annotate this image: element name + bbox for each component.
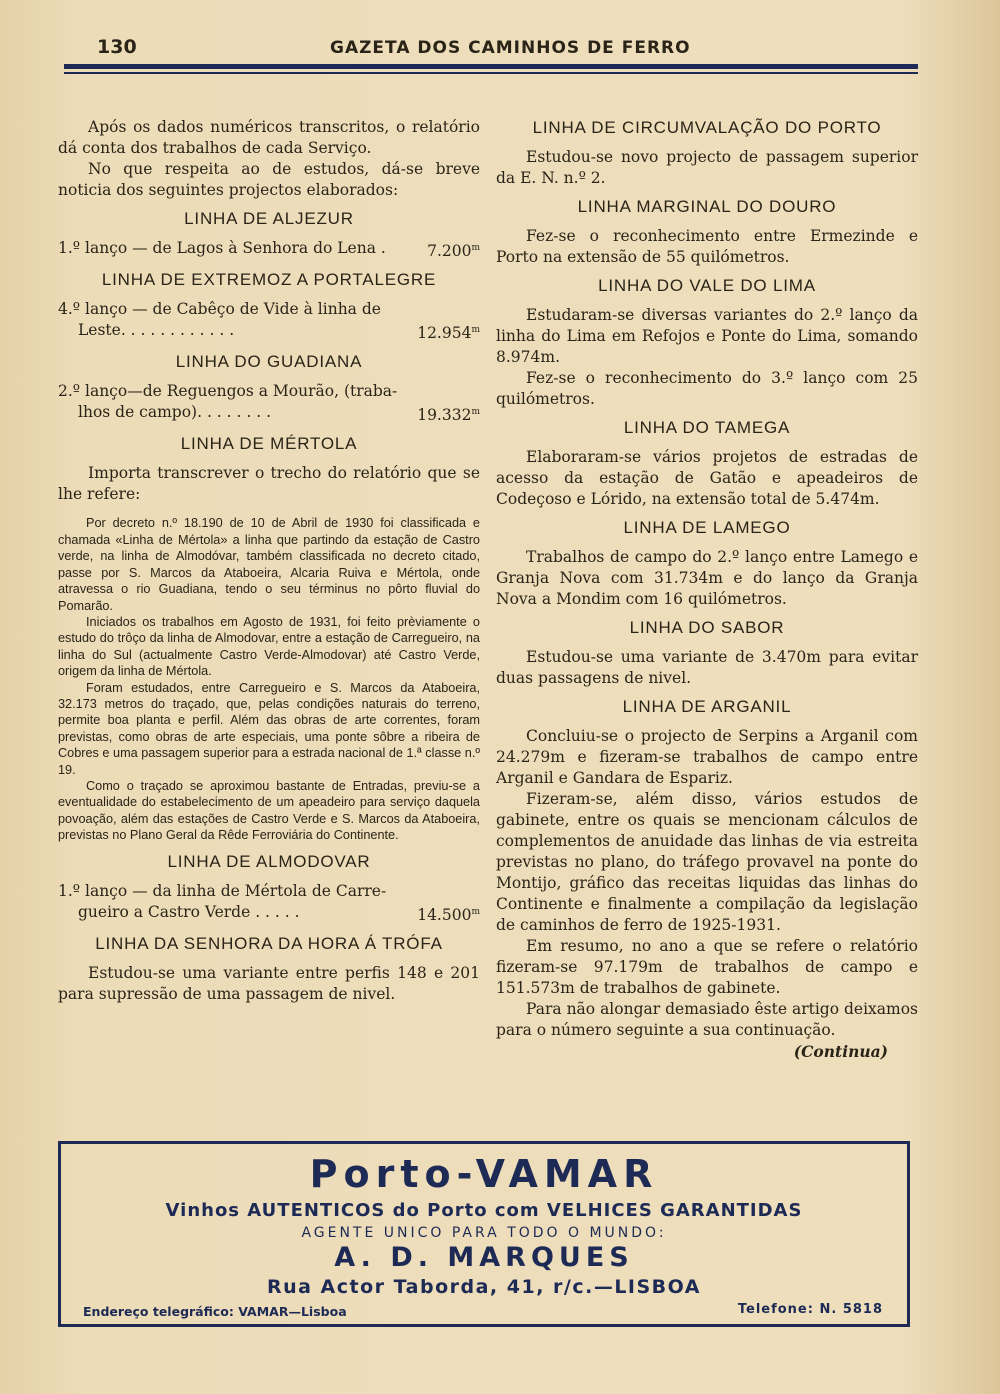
header-rule-thin <box>64 72 918 74</box>
ad-brand: Porto-VAMAR <box>309 1152 659 1196</box>
section-heading: LINHA DE EXTREMOZ A PORTALEGRE <box>101 270 437 290</box>
quote-paragraph: Por decreto n.º 18.190 de 10 de Abril de 1930 foi classificada e chamada «Linha de Mértola» a linha que partindo da estação de Castro verde, na linha de Almodóvar, também classificada no decreto citado, passe por S. Marcos da Ataboeira, Alcaria Ruiva e Mértola, onde atravessa o rio Guadiana, tendo o seu términus no pôrto fluvial do Pomarão. <box>58 516 480 613</box>
paragraph: Estudou-se uma variante entre perfis 148 e 201 para supressão de uma passagem de nivel. <box>58 963 480 1003</box>
paragraph: Importa transcrever o trecho do relatório que se lhe refere: <box>58 464 480 504</box>
paragraph: Em resumo, no ano a que se refere o relatório fizeram-se 97.179m de trabalhos de campo e 151.573m de trabalhos de gabinete. <box>496 937 918 997</box>
section-heading: LINHA DO SABOR <box>629 618 785 637</box>
paragraph: Fez-se o reconhecimento do 3.º lanço com 25 quilómetros. <box>496 369 918 408</box>
quote-paragraph: Iniciados os trabalhos em Agosto de 1931, foi feito prèviamente o estudo do trôço da linha de Almodovar, entre a estação de Carregueiro, na linha do Sul (actualmente Castro Verde-Almodovar) até Castro Verde, origem da linha de Mértola. <box>58 614 480 679</box>
section-heading: LINHA DE LAMEGO <box>623 518 791 537</box>
section-heading: LINHA DE ARGANIL <box>622 697 792 716</box>
paragraph: No que respeita ao de estudos, dá-se breve noticia dos seguintes projectos elaborados: <box>58 160 480 199</box>
quote-paragraph: Foram estudados, entre Carregueiro e S. Marcos da Ataboeira, 32.173 metros do traçado, que, pelas condições naturais do terreno, permite boa planta e perfil. Além das obras de arte correntes, foram previstas, como obras de arte especiais, uma ponte sôbre a ribeira de Cobres e uma passagem superior para a estrada nacional de 1.ª classe n.º 19. <box>58 680 480 777</box>
paragraph: Fez-se o reconhecimento entre Ermezinde e Porto na extensão de 55 quilómetros. <box>496 227 918 266</box>
list-item: 1.º lanço — de Lagos à Senhora do Lena . 7.200$^m$ <box>58 239 480 261</box>
paragraph: Elaboraram-se vários projetos de estradas de acesso da estação de Gatão e apeadeiros de Codeçoso e Lórido, na extensão total de 5.474m. <box>496 448 918 508</box>
section-heading: LINHA DE MÉRTOLA <box>180 434 358 454</box>
section-heading: LINHA DO GUADIANA <box>175 352 363 372</box>
ad-agent-name: A. D. MARQUES <box>334 1242 634 1273</box>
paragraph: Trabalhos de campo do 2.º lanço entre Lamego e Granja Nova com 31.734m e do lanço da Granja Nova a Mondim com 16 quilómetros. <box>496 548 918 608</box>
page-title: GAZETA DOS CAMINHOS DE FERRO <box>330 38 691 58</box>
paragraph: Após os dados numéricos transcritos, o relatório dá conta dos trabalhos de cada Serviço. <box>58 118 480 157</box>
paragraph: Estudaram-se diversas variantes do 2.º lanço da linha do Lima em Refojos e Ponte do Lima, somando 8.974m. <box>496 306 918 366</box>
section-heading: LINHA DE ALJEZUR <box>184 209 354 228</box>
section-heading: LINHA MARGINAL DO DOURO <box>577 197 837 216</box>
continua-note: (Continua) <box>793 1042 888 1061</box>
paragraph: Estudou-se uma variante de 3.470m para evitar duas passagens de nivel. <box>496 648 918 687</box>
paragraph: Fizeram-se, além disso, vários estudos de gabinete, entre os quais se mencionam cálculos de complementos de anuidade das linhas de via estreita previstas no plano, do tráfego provavel na ponte do Montijo, gráfico das receitas liquidas das linhas do Continente e finalmente a compilação da legislação de caminhos de ferro de 1925-1931. <box>496 790 918 934</box>
left-column <box>58 117 480 1005</box>
ad-telephone: Telefone: N. 5818 <box>737 1302 883 1317</box>
paragraph: Concluiu-se o projecto de Serpins a Arganil com 24.279m e fizeram-se trabalhos de campo entre Arganil e Gandara de Espariz. <box>496 727 918 787</box>
ad-telegraph: Endereço telegráfico: VAMAR—Lisboa <box>83 1304 347 1319</box>
paragraph: Para não alongar demasiado êste artigo deixamos para o número seguinte a sua continuação. <box>496 1000 918 1039</box>
page-number: 130 <box>97 36 137 58</box>
list-item: Leste. . . . . . . . . . . . 12.954$^m$ <box>78 321 480 343</box>
section-heading: LINHA DO TAMEGA <box>623 418 791 437</box>
quotation <box>58 515 480 843</box>
section-heading: LINHA DE ALMODOVAR <box>167 851 371 871</box>
list-item: 2.º lanço—de Reguengos a Mourão, (traba- <box>58 382 398 401</box>
ad-tagline: Vinhos AUTENTICOS do Porto com VELHICES GARANTIDAS <box>165 1200 803 1221</box>
right-column <box>496 117 918 1062</box>
section-heading: LINHA DE CIRCUMVALAÇÃO DO PORTO <box>532 118 882 137</box>
list-item: 4.º lanço — de Cabêço de Vide à linha de <box>58 300 381 319</box>
ad-agent-line: AGENTE UNICO PARA TODO O MUNDO: <box>301 1225 667 1241</box>
list-item: 1.º lanço — da linha de Mértola de Carre- <box>58 881 387 900</box>
header-rule <box>64 64 918 69</box>
list-item: gueiro a Castro Verde . . . . . 14.500$^m$ <box>78 902 480 924</box>
section-heading: LINHA DO VALE DO LIMA <box>598 276 816 295</box>
ad-address: Rua Actor Taborda, 41, r/c.—LISBOA <box>266 1276 702 1298</box>
advertisement <box>58 1141 910 1327</box>
section-heading: LINHA DA SENHORA DA HORA Á TRÓFA <box>95 933 443 953</box>
paragraph: Estudou-se novo projecto de passagem superior da E. N. n.º 2. <box>496 148 918 187</box>
list-item: lhos de campo). . . . . . . . 19.332$^m$ <box>78 403 480 425</box>
quote-paragraph: Como o traçado se aproximou bastante de Entradas, previu-se a eventualidade do estabelecimento de um apeadeiro para serviço daquela povoação, além das estações de Castro Verde e S. Marcos da Ataboeira, previstas no Plano Geral da Rêde Ferroviária do Continente. <box>58 778 480 843</box>
